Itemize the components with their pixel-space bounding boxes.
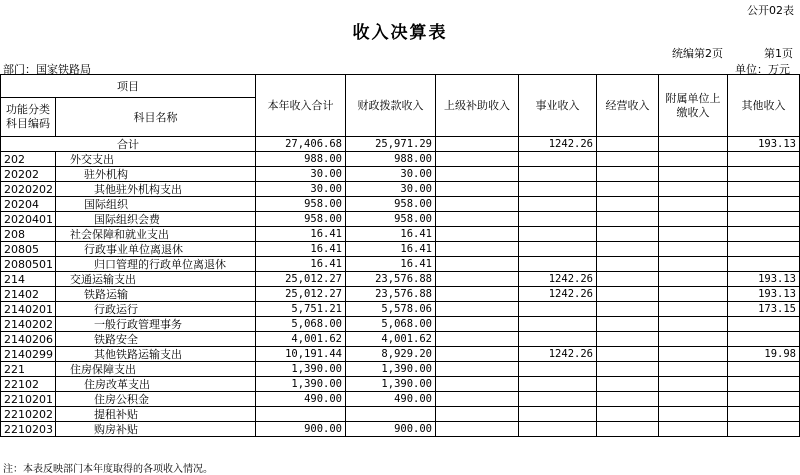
subject-code: 202 xyxy=(1,152,56,167)
subject-name: 归口管理的行政单位离退休 xyxy=(56,257,256,272)
income-table xyxy=(0,74,800,437)
superior-cell xyxy=(436,167,519,182)
operating-cell xyxy=(597,227,659,242)
subject-name: 铁路安全 xyxy=(56,332,256,347)
subject-name: 铁路运输 xyxy=(56,287,256,302)
series-label: 统编第2页 xyxy=(672,47,723,60)
page-number: 第1页 xyxy=(764,47,793,60)
other-cell xyxy=(728,422,800,437)
fiscal-cell: 30.00 xyxy=(346,167,436,182)
subject-code: 2140206 xyxy=(1,332,56,347)
operating-cell xyxy=(597,362,659,377)
table-row xyxy=(1,377,800,392)
other-cell xyxy=(728,377,800,392)
affiliated-cell xyxy=(659,197,728,212)
affiliated-cell xyxy=(659,362,728,377)
header-superior: 上级补助收入 xyxy=(436,75,519,137)
subject-code: 2020401 xyxy=(1,212,56,227)
fiscal-cell: 1,390.00 xyxy=(346,362,436,377)
operating-cell xyxy=(597,287,659,302)
superior-cell xyxy=(436,287,519,302)
other-cell xyxy=(728,227,800,242)
subject-code: 2210203 xyxy=(1,422,56,437)
table-row xyxy=(1,167,800,182)
business-cell xyxy=(519,332,597,347)
superior-cell xyxy=(436,332,519,347)
operating-cell xyxy=(597,152,659,167)
unit-label: 单位：万元 xyxy=(735,63,790,76)
business-cell xyxy=(519,392,597,407)
operating-cell xyxy=(597,242,659,257)
fiscal-cell: 23,576.88 xyxy=(346,287,436,302)
business-cell xyxy=(519,257,597,272)
fiscal-cell: 5,578.06 xyxy=(346,302,436,317)
operating-cell xyxy=(597,347,659,362)
affiliated-cell xyxy=(659,272,728,287)
operating-cell xyxy=(597,137,659,152)
fiscal-cell: 16.41 xyxy=(346,257,436,272)
table-row xyxy=(1,257,800,272)
subject-name: 其他驻外机构支出 xyxy=(56,182,256,197)
table-row xyxy=(1,317,800,332)
total-cell: 900.00 xyxy=(256,422,346,437)
subject-code: 2210202 xyxy=(1,407,56,422)
other-cell xyxy=(728,257,800,272)
total-cell: 30.00 xyxy=(256,167,346,182)
subject-name: 一般行政管理事务 xyxy=(56,317,256,332)
total-cell: 16.41 xyxy=(256,227,346,242)
subject-name: 国际组织 xyxy=(56,197,256,212)
total-row xyxy=(1,137,800,152)
header-code: 功能分类 科目编码 xyxy=(1,98,56,137)
operating-cell xyxy=(597,257,659,272)
fiscal-cell: 1,390.00 xyxy=(346,377,436,392)
affiliated-cell xyxy=(659,257,728,272)
affiliated-cell xyxy=(659,227,728,242)
operating-cell xyxy=(597,392,659,407)
business-cell: 1242.26 xyxy=(519,287,597,302)
other-cell xyxy=(728,317,800,332)
superior-cell xyxy=(436,227,519,242)
subject-code: 2140202 xyxy=(1,317,56,332)
fiscal-cell: 900.00 xyxy=(346,422,436,437)
affiliated-cell xyxy=(659,212,728,227)
other-cell xyxy=(728,182,800,197)
subject-name: 国际组织会费 xyxy=(56,212,256,227)
subject-name: 驻外机构 xyxy=(56,167,256,182)
business-cell: 1242.26 xyxy=(519,137,597,152)
table-row xyxy=(1,182,800,197)
affiliated-cell xyxy=(659,287,728,302)
operating-cell xyxy=(597,197,659,212)
superior-cell xyxy=(436,302,519,317)
superior-cell xyxy=(436,362,519,377)
subject-code: 2210201 xyxy=(1,392,56,407)
table-row xyxy=(1,272,800,287)
table-row xyxy=(1,332,800,347)
affiliated-cell xyxy=(659,167,728,182)
header-name: 科目名称 xyxy=(56,98,256,137)
business-cell xyxy=(519,317,597,332)
operating-cell xyxy=(597,167,659,182)
operating-cell xyxy=(597,377,659,392)
total-cell: 958.00 xyxy=(256,197,346,212)
affiliated-cell xyxy=(659,242,728,257)
subject-code: 20805 xyxy=(1,242,56,257)
subject-code: 221 xyxy=(1,362,56,377)
business-cell: 1242.26 xyxy=(519,347,597,362)
total-cell: 25,012.27 xyxy=(256,287,346,302)
header-operating: 经营收入 xyxy=(597,75,659,137)
fiscal-cell: 16.41 xyxy=(346,242,436,257)
total-cell: 958.00 xyxy=(256,212,346,227)
table-row xyxy=(1,152,800,167)
footnote: 注：本表反映部门本年度取得的各项收入情况。 xyxy=(3,464,213,475)
header-other: 其他收入 xyxy=(728,75,800,137)
table-row xyxy=(1,242,800,257)
subject-code: 2140201 xyxy=(1,302,56,317)
total-cell: 1,390.00 xyxy=(256,377,346,392)
subject-name: 住房改革支出 xyxy=(56,377,256,392)
affiliated-cell xyxy=(659,377,728,392)
table-row xyxy=(1,392,800,407)
total-cell xyxy=(256,407,346,422)
subject-code: 20202 xyxy=(1,167,56,182)
subject-name: 行政事业单位离退休 xyxy=(56,242,256,257)
total-cell: 27,406.68 xyxy=(256,137,346,152)
fiscal-cell: 25,971.29 xyxy=(346,137,436,152)
total-cell: 490.00 xyxy=(256,392,346,407)
superior-cell xyxy=(436,422,519,437)
total-label: 合计 xyxy=(1,137,256,152)
affiliated-cell xyxy=(659,332,728,347)
other-cell: 193.13 xyxy=(728,287,800,302)
total-cell: 5,751.21 xyxy=(256,302,346,317)
operating-cell xyxy=(597,302,659,317)
business-cell xyxy=(519,362,597,377)
operating-cell xyxy=(597,272,659,287)
table-row xyxy=(1,422,800,437)
subject-name: 住房保障支出 xyxy=(56,362,256,377)
total-cell: 30.00 xyxy=(256,182,346,197)
other-cell: 193.13 xyxy=(728,137,800,152)
table-row xyxy=(1,407,800,422)
superior-cell xyxy=(436,242,519,257)
subject-name: 住房公积金 xyxy=(56,392,256,407)
business-cell xyxy=(519,212,597,227)
fiscal-cell: 16.41 xyxy=(346,227,436,242)
business-cell xyxy=(519,422,597,437)
subject-code: 2140299 xyxy=(1,347,56,362)
fiscal-cell: 490.00 xyxy=(346,392,436,407)
superior-cell xyxy=(436,377,519,392)
operating-cell xyxy=(597,317,659,332)
fiscal-cell: 5,068.00 xyxy=(346,317,436,332)
superior-cell xyxy=(436,407,519,422)
subject-name: 提租补贴 xyxy=(56,407,256,422)
superior-cell xyxy=(436,347,519,362)
total-cell: 988.00 xyxy=(256,152,346,167)
total-cell: 10,191.44 xyxy=(256,347,346,362)
operating-cell xyxy=(597,422,659,437)
header-item: 项目 xyxy=(1,75,256,98)
superior-cell xyxy=(436,272,519,287)
subject-name: 交通运输支出 xyxy=(56,272,256,287)
department-label: 部门：国家铁路局 xyxy=(3,63,91,76)
affiliated-cell xyxy=(659,182,728,197)
operating-cell xyxy=(597,182,659,197)
total-cell: 1,390.00 xyxy=(256,362,346,377)
header-business: 事业收入 xyxy=(519,75,597,137)
business-cell xyxy=(519,407,597,422)
other-cell: 193.13 xyxy=(728,272,800,287)
affiliated-cell xyxy=(659,152,728,167)
header-total: 本年收入合计 xyxy=(256,75,346,137)
operating-cell xyxy=(597,212,659,227)
affiliated-cell xyxy=(659,407,728,422)
table-row xyxy=(1,362,800,377)
subject-name: 其他铁路运输支出 xyxy=(56,347,256,362)
superior-cell xyxy=(436,137,519,152)
fiscal-cell: 958.00 xyxy=(346,212,436,227)
form-code: 公开02表 xyxy=(747,4,794,17)
subject-code: 21402 xyxy=(1,287,56,302)
business-cell xyxy=(519,242,597,257)
subject-code: 208 xyxy=(1,227,56,242)
operating-cell xyxy=(597,332,659,347)
business-cell xyxy=(519,182,597,197)
superior-cell xyxy=(436,212,519,227)
table-row xyxy=(1,287,800,302)
affiliated-cell xyxy=(659,392,728,407)
affiliated-cell xyxy=(659,422,728,437)
other-cell: 19.98 xyxy=(728,347,800,362)
other-cell: 173.15 xyxy=(728,302,800,317)
subject-name: 社会保障和就业支出 xyxy=(56,227,256,242)
other-cell xyxy=(728,167,800,182)
other-cell xyxy=(728,152,800,167)
fiscal-cell: 988.00 xyxy=(346,152,436,167)
header-fiscal: 财政拨款收入 xyxy=(346,75,436,137)
business-cell xyxy=(519,377,597,392)
business-cell xyxy=(519,152,597,167)
table-row xyxy=(1,197,800,212)
table-row xyxy=(1,302,800,317)
other-cell xyxy=(728,212,800,227)
subject-code: 2080501 xyxy=(1,257,56,272)
operating-cell xyxy=(597,407,659,422)
business-cell xyxy=(519,227,597,242)
fiscal-cell: 4,001.62 xyxy=(346,332,436,347)
total-cell: 16.41 xyxy=(256,242,346,257)
table-row xyxy=(1,347,800,362)
table-row xyxy=(1,212,800,227)
affiliated-cell xyxy=(659,317,728,332)
table-row xyxy=(1,227,800,242)
affiliated-cell xyxy=(659,302,728,317)
other-cell xyxy=(728,392,800,407)
total-cell: 25,012.27 xyxy=(256,272,346,287)
other-cell xyxy=(728,197,800,212)
superior-cell xyxy=(436,257,519,272)
page-title: 收入决算表 xyxy=(352,23,448,43)
subject-code: 214 xyxy=(1,272,56,287)
subject-name: 行政运行 xyxy=(56,302,256,317)
other-cell xyxy=(728,407,800,422)
other-cell xyxy=(728,242,800,257)
other-cell xyxy=(728,332,800,347)
business-cell xyxy=(519,197,597,212)
affiliated-cell xyxy=(659,347,728,362)
header-affiliated: 附属单位上缴收入 xyxy=(659,75,728,137)
affiliated-cell xyxy=(659,137,728,152)
business-cell: 1242.26 xyxy=(519,272,597,287)
subject-name: 外交支出 xyxy=(56,152,256,167)
total-cell: 4,001.62 xyxy=(256,332,346,347)
total-cell: 16.41 xyxy=(256,257,346,272)
superior-cell xyxy=(436,182,519,197)
superior-cell xyxy=(436,152,519,167)
business-cell xyxy=(519,167,597,182)
superior-cell xyxy=(436,317,519,332)
fiscal-cell xyxy=(346,407,436,422)
other-cell xyxy=(728,362,800,377)
fiscal-cell: 30.00 xyxy=(346,182,436,197)
superior-cell xyxy=(436,197,519,212)
subject-code: 20204 xyxy=(1,197,56,212)
fiscal-cell: 23,576.88 xyxy=(346,272,436,287)
subject-code: 2020202 xyxy=(1,182,56,197)
superior-cell xyxy=(436,392,519,407)
fiscal-cell: 8,929.20 xyxy=(346,347,436,362)
subject-code: 22102 xyxy=(1,377,56,392)
total-cell: 5,068.00 xyxy=(256,317,346,332)
business-cell xyxy=(519,302,597,317)
fiscal-cell: 958.00 xyxy=(346,197,436,212)
subject-name: 购房补贴 xyxy=(56,422,256,437)
